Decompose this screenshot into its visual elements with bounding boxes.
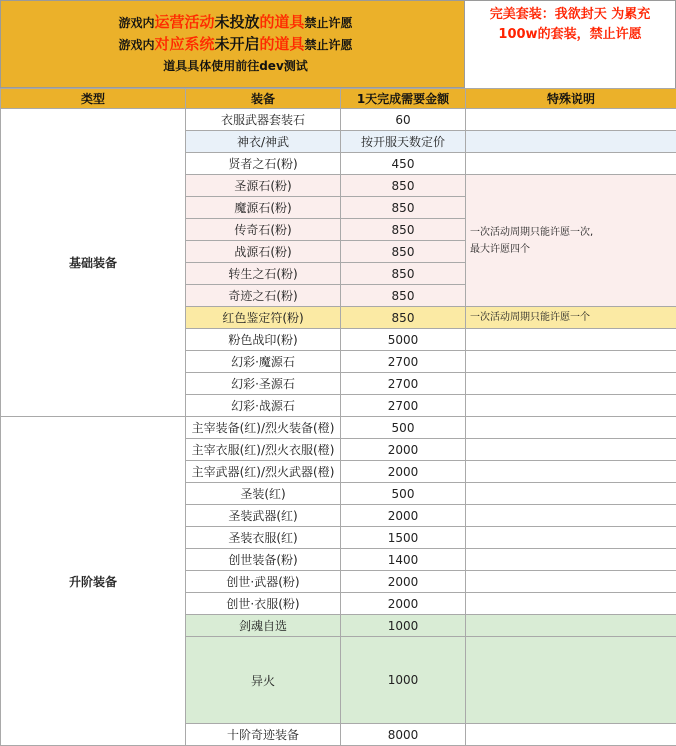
item-amount: 2000 (341, 593, 466, 615)
item-note (466, 483, 676, 505)
equipment-table (0, 88, 676, 746)
item-name: 传奇石(粉) (186, 219, 341, 241)
item-amount: 2000 (341, 439, 466, 461)
item-name: 幻彩·圣源石 (186, 373, 341, 395)
rule-line-3: 道具具体使用前往dev测试 (7, 56, 464, 77)
item-note (466, 131, 676, 153)
item-note (466, 153, 676, 175)
item-name: 幻彩·战源石 (186, 395, 341, 417)
table-row (1, 109, 676, 131)
item-amount: 8000 (341, 724, 466, 746)
item-amount: 1400 (341, 549, 466, 571)
table-header-row (1, 89, 676, 109)
rule-2-suffix: 禁止许愿 (305, 38, 353, 52)
header-rules-banner (0, 0, 465, 88)
item-amount: 2000 (341, 505, 466, 527)
item-note (466, 351, 676, 373)
category-upgrade-equipment: 升阶装备 (1, 417, 186, 746)
rule-2-item: 的道具 (260, 35, 305, 53)
header-alert-note (465, 0, 676, 88)
column-header-amount: 1天完成需要金额 (341, 89, 466, 109)
alert-line-1: 完美套装：我欲封天 为累充 (465, 5, 675, 25)
item-name: 剑魂自选 (186, 615, 341, 637)
column-header-type: 类型 (1, 89, 186, 109)
item-amount: 850 (341, 307, 466, 329)
item-name: 主宰武器(红)/烈火武器(橙) (186, 461, 341, 483)
item-note (466, 724, 676, 746)
rule-1-item: 的道具 (260, 13, 305, 31)
item-note (466, 571, 676, 593)
column-header-equipment: 装备 (186, 89, 341, 109)
item-note (466, 637, 676, 724)
item-amount: 1500 (341, 527, 466, 549)
item-name: 奇迹之石(粉) (186, 285, 341, 307)
item-name: 粉色战印(粉) (186, 329, 341, 351)
item-name: 主宰衣服(红)/烈火衣服(橙) (186, 439, 341, 461)
item-name: 异火 (186, 637, 341, 724)
column-header-notes: 特殊说明 (466, 89, 676, 109)
item-amount: 2700 (341, 373, 466, 395)
rule-line-1 (7, 12, 464, 34)
rule-1-highlight: 运营活动 (154, 13, 214, 31)
item-note (466, 373, 676, 395)
item-name: 圣装(红) (186, 483, 341, 505)
item-name: 圣装衣服(红) (186, 527, 341, 549)
item-note (466, 615, 676, 637)
rule-2-highlight: 对应系统 (154, 35, 214, 53)
item-amount: 2000 (341, 461, 466, 483)
item-note (466, 417, 676, 439)
item-note (466, 527, 676, 549)
item-amount: 850 (341, 219, 466, 241)
item-note (466, 505, 676, 527)
alert-line-2: 100w的套装，禁止许愿 (465, 25, 675, 45)
item-amount: 850 (341, 241, 466, 263)
item-note (466, 395, 676, 417)
rule-2-status: 未开启 (214, 35, 259, 53)
item-note (466, 439, 676, 461)
rule-line-2 (7, 34, 464, 56)
item-amount: 按开服天数定价 (341, 131, 466, 153)
item-note (466, 593, 676, 615)
item-name: 衣服武器套装石 (186, 109, 341, 131)
item-name: 创世·衣服(粉) (186, 593, 341, 615)
item-note (466, 461, 676, 483)
item-amount: 500 (341, 417, 466, 439)
note-wish-limit-one: 一次活动周期只能许愿一个 (466, 307, 676, 329)
table-row (1, 417, 676, 439)
item-note (466, 549, 676, 571)
note-wish-limit-four: 一次活动周期只能许愿一次, 最大许愿四个 (466, 175, 676, 307)
item-name: 转生之石(粉) (186, 263, 341, 285)
item-name: 主宰装备(红)/烈火装备(橙) (186, 417, 341, 439)
item-name: 幻彩·魔源石 (186, 351, 341, 373)
item-amount: 1000 (341, 615, 466, 637)
item-name: 战源石(粉) (186, 241, 341, 263)
item-amount: 2000 (341, 571, 466, 593)
item-amount: 850 (341, 285, 466, 307)
item-name: 圣装武器(红) (186, 505, 341, 527)
category-basic-equipment: 基础装备 (1, 109, 186, 417)
item-amount: 450 (341, 153, 466, 175)
item-amount: 500 (341, 483, 466, 505)
rule-1-status: 未投放 (214, 13, 259, 31)
rule-1-prefix: 游戏内 (118, 16, 154, 30)
item-name: 十阶奇迹装备 (186, 724, 341, 746)
item-name: 圣源石(粉) (186, 175, 341, 197)
item-amount: 60 (341, 109, 466, 131)
item-amount: 2700 (341, 351, 466, 373)
rule-2-prefix: 游戏内 (118, 38, 154, 52)
item-amount: 1000 (341, 637, 466, 724)
item-amount: 5000 (341, 329, 466, 351)
item-amount: 2700 (341, 395, 466, 417)
item-name: 红色鉴定符(粉) (186, 307, 341, 329)
item-note (466, 329, 676, 351)
rule-1-suffix: 禁止许愿 (305, 16, 353, 30)
item-note (466, 109, 676, 131)
item-name: 创世·武器(粉) (186, 571, 341, 593)
item-name: 创世装备(粉) (186, 549, 341, 571)
item-amount: 850 (341, 197, 466, 219)
item-amount: 850 (341, 263, 466, 285)
item-name: 神衣/神武 (186, 131, 341, 153)
item-name: 魔源石(粉) (186, 197, 341, 219)
item-amount: 850 (341, 175, 466, 197)
item-name: 贤者之石(粉) (186, 153, 341, 175)
